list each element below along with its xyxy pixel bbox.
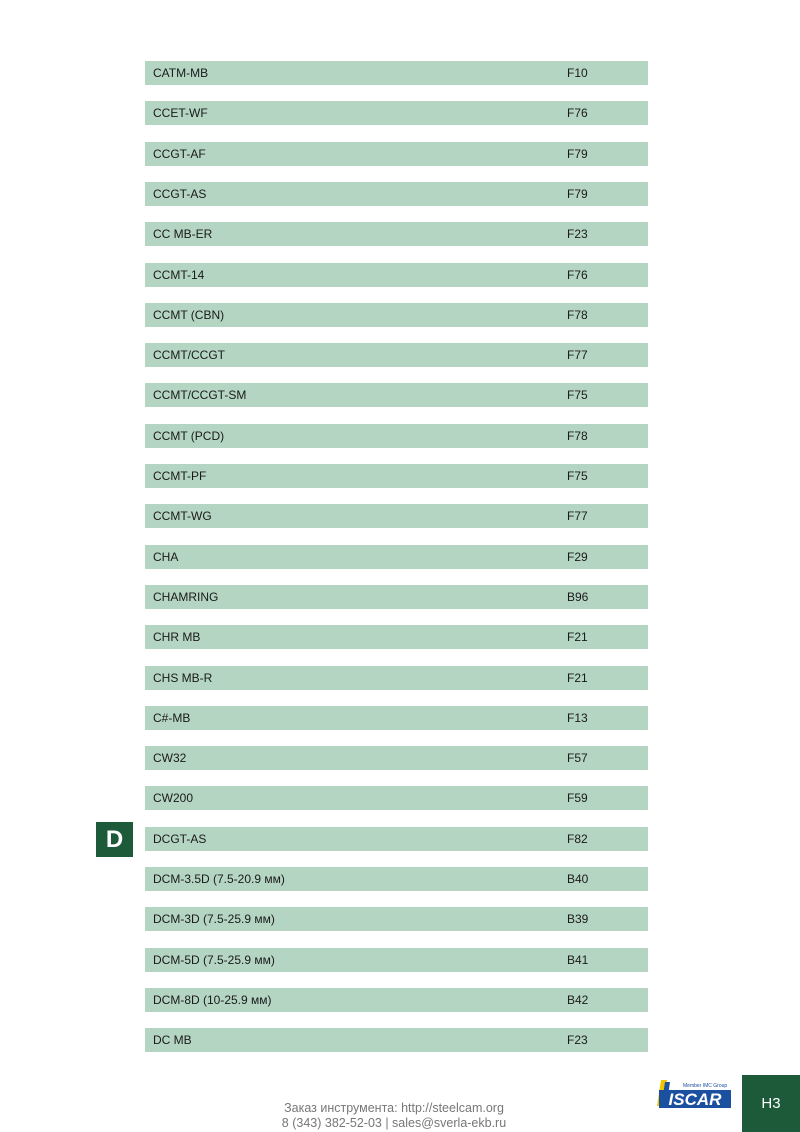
- page-reference: F78: [567, 308, 588, 322]
- index-row: [145, 706, 648, 730]
- item-code: C#-MB: [153, 711, 191, 725]
- index-row: [145, 263, 648, 287]
- item-code: DCM-8D (10-25.9 мм): [153, 993, 272, 1007]
- index-row: [145, 545, 648, 569]
- page-reference: F23: [567, 227, 588, 241]
- item-code: CCMT/CCGT-SM: [153, 388, 247, 402]
- item-code: CCMT (PCD): [153, 429, 225, 443]
- index-row: [145, 303, 648, 327]
- footer-order-line: Заказ инструмента: http://steelcam.org: [284, 1101, 504, 1115]
- item-code: DCM-3D (7.5-25.9 мм): [153, 912, 275, 926]
- index-row: [145, 746, 648, 770]
- item-code: CHAMRING: [153, 590, 219, 604]
- page-number: H3: [742, 1075, 800, 1132]
- page-reference: F82: [567, 832, 588, 846]
- item-code: CHS MB-R: [153, 671, 213, 685]
- index-row: [145, 504, 648, 528]
- index-row: [145, 988, 648, 1012]
- item-code: CATM-MB: [153, 66, 209, 80]
- page-reference: B40: [567, 872, 589, 886]
- item-code: DCGT-AS: [153, 832, 207, 846]
- page-reference: F79: [567, 187, 588, 201]
- page-reference: F76: [567, 106, 588, 120]
- item-code: CCMT-WG: [153, 509, 212, 523]
- item-code: CHR MB: [153, 630, 201, 644]
- item-code: CW200: [153, 791, 194, 805]
- index-row: [145, 666, 648, 690]
- index-row: [145, 101, 648, 125]
- page-reference: F59: [567, 791, 588, 805]
- index-row: [145, 625, 648, 649]
- page-reference: F13: [567, 711, 588, 725]
- page-reference: F77: [567, 348, 588, 362]
- index-row: [145, 948, 648, 972]
- iscar-logo: [657, 1080, 733, 1114]
- page-reference: F78: [567, 429, 588, 443]
- item-code: CW32: [153, 751, 187, 765]
- page-reference: B39: [567, 912, 589, 926]
- page-reference: F21: [567, 671, 588, 685]
- page-reference: F57: [567, 751, 588, 765]
- index-row: [145, 464, 648, 488]
- page-reference: F10: [567, 66, 588, 80]
- index-row: [145, 383, 648, 407]
- page-reference: F76: [567, 268, 588, 282]
- page-reference: F75: [567, 388, 588, 402]
- page-reference: F29: [567, 550, 588, 564]
- index-row: [145, 182, 648, 206]
- item-code: CHA: [153, 550, 179, 564]
- section-letter-marker: D: [96, 822, 133, 857]
- page-reference: F79: [567, 147, 588, 161]
- index-row: [145, 1028, 648, 1052]
- index-row: [145, 827, 648, 851]
- index-row: [145, 343, 648, 367]
- item-code: CCGT-AF: [153, 147, 206, 161]
- index-row: [145, 867, 648, 891]
- item-code: DCM-5D (7.5-25.9 мм): [153, 953, 275, 967]
- logo-wordmark: ISCAR: [668, 1090, 722, 1109]
- item-code: CCMT (CBN): [153, 308, 225, 322]
- index-row: [145, 142, 648, 166]
- item-code: CCGT-AS: [153, 187, 207, 201]
- page-reference: F75: [567, 469, 588, 483]
- item-code: CCET-WF: [153, 106, 208, 120]
- index-row: [145, 585, 648, 609]
- index-row: [145, 222, 648, 246]
- item-code: DC MB: [153, 1033, 192, 1047]
- item-code: CCMT/CCGT: [153, 348, 225, 362]
- item-code: CC MB-ER: [153, 227, 213, 241]
- logo-tagline: Member IMC Group: [683, 1083, 728, 1089]
- index-row: [145, 61, 648, 85]
- item-code: DCM-3.5D (7.5-20.9 мм): [153, 872, 285, 886]
- page-reference: B41: [567, 953, 589, 967]
- index-row: [145, 424, 648, 448]
- index-row: [145, 786, 648, 810]
- page-reference: F23: [567, 1033, 588, 1047]
- page-reference: F77: [567, 509, 588, 523]
- page-reference: B42: [567, 993, 589, 1007]
- index-row: [145, 907, 648, 931]
- item-code: CCMT-PF: [153, 469, 207, 483]
- item-code: CCMT-14: [153, 268, 205, 282]
- page-reference: B96: [567, 590, 589, 604]
- page-reference: F21: [567, 630, 588, 644]
- footer-phone-email: 8 (343) 382-52-03 | sales@sverla-ekb.ru: [281, 1116, 507, 1130]
